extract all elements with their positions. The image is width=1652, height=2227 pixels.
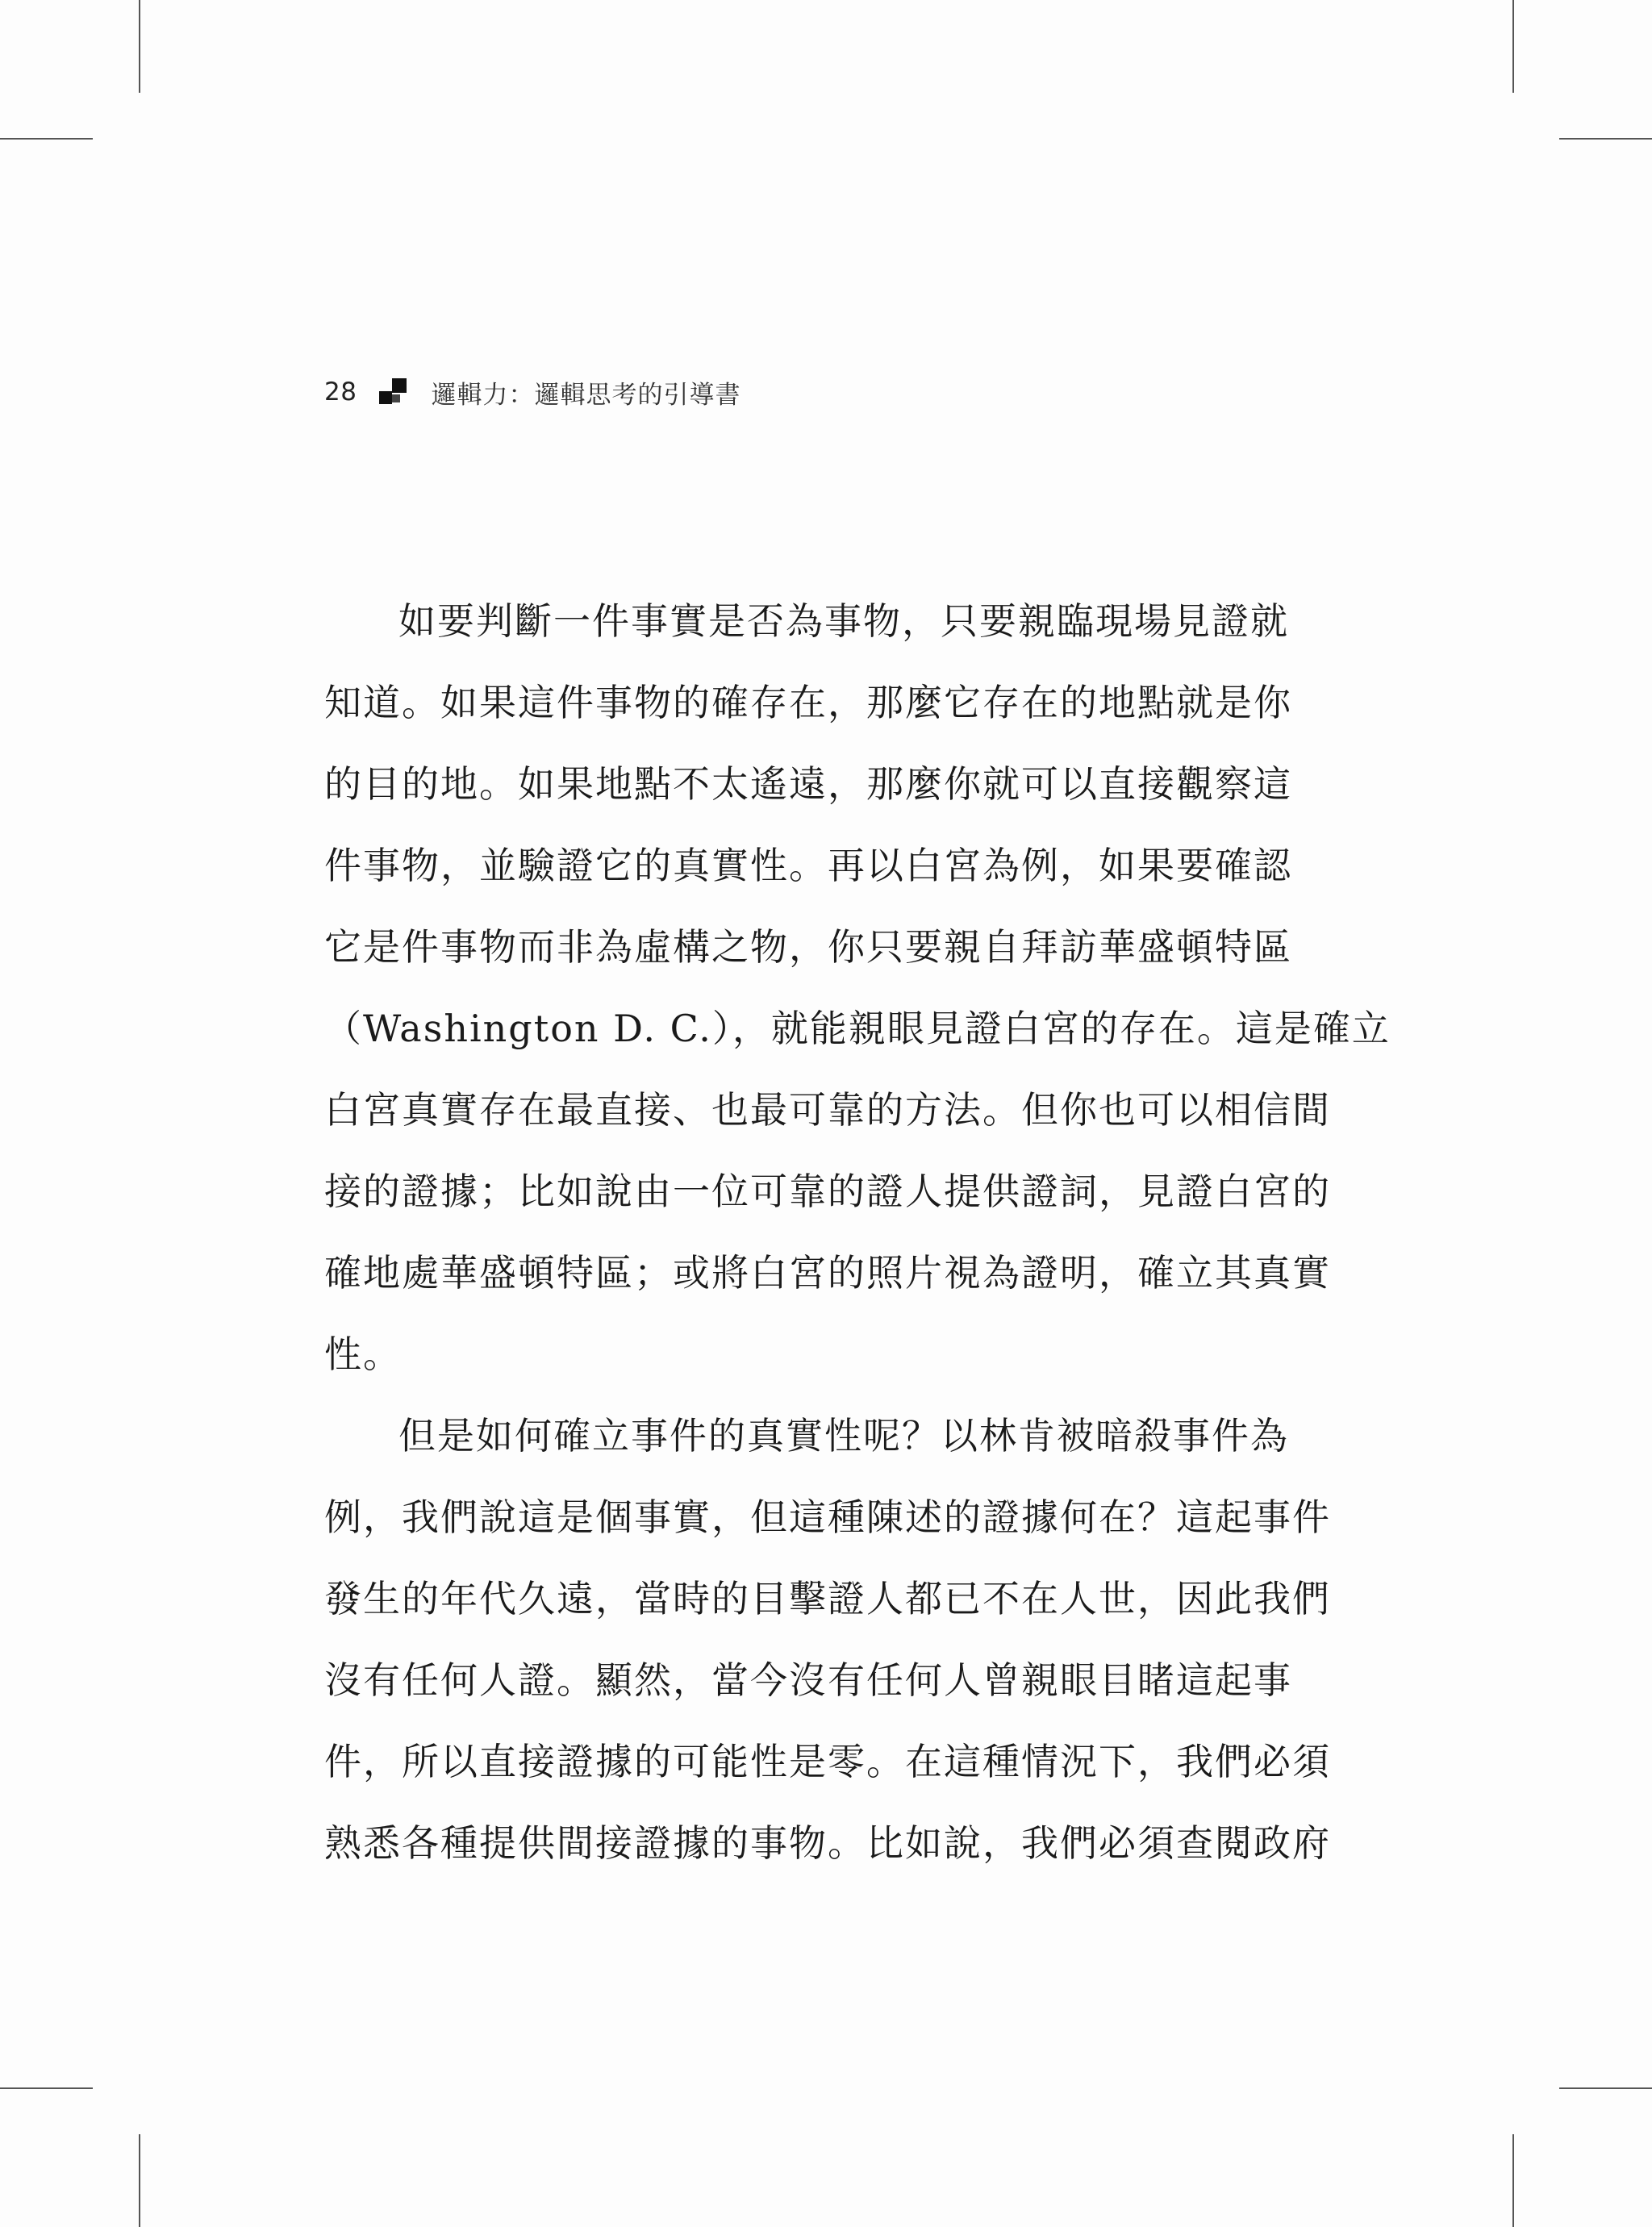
book-title: 邏輯力：邏輯思考的引導書 bbox=[431, 380, 741, 410]
page-number: 28 bbox=[324, 377, 357, 407]
text-line: 性。 bbox=[324, 1332, 402, 1376]
text-line: 確地處華盛頓特區；或將白宮的照片視為證明，確立其真實 bbox=[324, 1251, 1331, 1295]
crop-mark-bottom-left-vertical bbox=[139, 2134, 140, 2227]
text-line: 件事物，並驗證它的真實性。再以白宮為例，如果要確認 bbox=[324, 844, 1292, 887]
crop-mark-top-right-vertical bbox=[1512, 0, 1514, 93]
text-line: 它是件事物而非為虛構之物，你只要親自拜訪華盛頓特區 bbox=[324, 925, 1292, 969]
text-line: 件，所以直接證據的可能性是零。在這種情況下，我們必須 bbox=[324, 1740, 1331, 1783]
text-line: 白宮真實存在最直接、也最可靠的方法。但你也可以相信間 bbox=[324, 1088, 1331, 1132]
paragraph-1 bbox=[324, 581, 1391, 1395]
text-line: 的目的地。如果地點不太遙遠，那麼你就可以直接觀察這 bbox=[324, 762, 1292, 806]
text-line: 知道。如果這件事物的確存在，那麼它存在的地點就是你 bbox=[324, 681, 1292, 724]
text-line: 但是如何確立事件的真實性呢？以林肯被暗殺事件為 bbox=[398, 1414, 1289, 1458]
text-line: 接的證據；比如說由一位可靠的證人提供證詞，見證白宮的 bbox=[324, 1170, 1331, 1213]
text-line: （Washington D. C.），就能親眼見證白宮的存在。這是確立 bbox=[324, 1007, 1391, 1050]
text-line: 發生的年代久遠，當時的目擊證人都已不在人世，因此我們 bbox=[324, 1577, 1331, 1620]
crop-mark-top-left-vertical bbox=[139, 0, 140, 93]
crop-mark-top-left-horizontal bbox=[0, 138, 93, 140]
crop-mark-bottom-right-horizontal bbox=[1559, 2087, 1652, 2089]
text-line: 例，我們說這是個事實，但這種陳述的證據何在？這起事件 bbox=[324, 1495, 1331, 1539]
body-text bbox=[324, 581, 1391, 1884]
text-line: 如要判斷一件事實是否為事物，只要親臨現場見證就 bbox=[398, 599, 1289, 643]
text-line: 熟悉各種提供間接證據的事物。比如說，我們必須查閱政府 bbox=[324, 1821, 1331, 1865]
crop-mark-top-right-horizontal bbox=[1559, 138, 1652, 140]
square-ornament-icon bbox=[379, 378, 407, 406]
running-head bbox=[324, 369, 740, 415]
crop-mark-bottom-right-vertical bbox=[1512, 2134, 1514, 2227]
paragraph-2 bbox=[324, 1395, 1331, 1884]
crop-mark-bottom-left-horizontal bbox=[0, 2087, 93, 2089]
text-line: 沒有任何人證。顯然，當今沒有任何人曾親眼目睹這起事 bbox=[324, 1658, 1292, 1702]
